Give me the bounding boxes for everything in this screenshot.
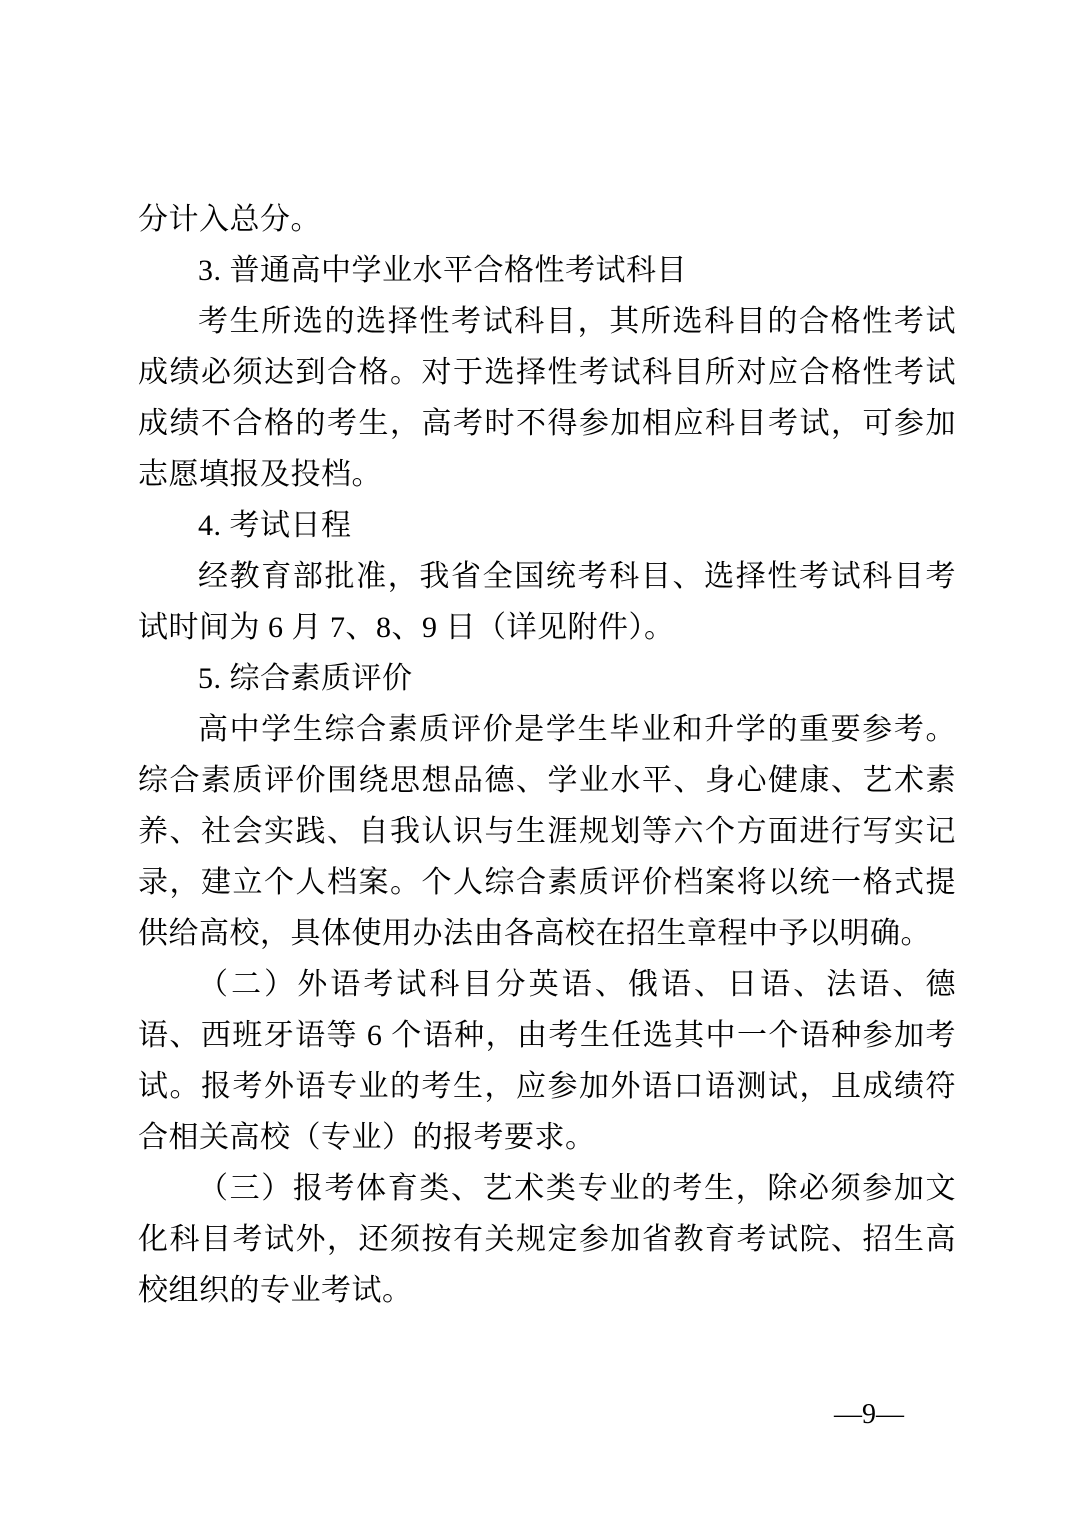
- paragraph-section-2: （二）外语考试科目分英语、俄语、日语、法语、德语、西班牙语等 6 个语种，由考生任选其中一个语种参加考试。报考外语专业的考生，应参加外语口语测试，且成绩符合相关高校（专业）的报考要求。: [138, 968, 956, 1154]
- paragraph-item-4-heading: 4. 考试日程: [198, 509, 352, 542]
- paragraph-section-3: （三）报考体育类、艺术类专业的考生，除必须参加文化科目考试外，还须按有关规定参加省教育考试院、招生高校组织的专业考试。: [138, 1172, 956, 1307]
- paragraph-item-3-body: 考生所选的选择性考试科目，其所选科目的合格性考试成绩必须达到合格。对于选择性考试科目所对应合格性考试成绩不合格的考生，高考时不得参加相应科目考试，可参加志愿填报及投档。: [138, 305, 956, 491]
- paragraph-item-5-heading: 5. 综合素质评价: [198, 662, 413, 695]
- paragraph-item-3-heading: 3. 普通高中学业水平合格性考试科目: [198, 254, 687, 287]
- document-body: [138, 194, 956, 1316]
- paragraph-continuation: 分计入总分。: [138, 203, 321, 236]
- paragraph-item-4-body: 经教育部批准，我省全国统考科目、选择性考试科目考试时间为 6 月 7、8、9 日（详见附件）。: [138, 560, 956, 644]
- page-number: —9—: [834, 1399, 904, 1430]
- paragraph-item-5-body: 高中学生综合素质评价是学生毕业和升学的重要参考。综合素质评价围绕思想品德、学业水平、身心健康、艺术素养、社会实践、自我认识与生涯规划等六个方面进行写实记录，建立个人档案。个人综合素质评价档案将以统一格式提供给高校，具体使用办法由各高校在招生章程中予以明确。: [138, 713, 956, 950]
